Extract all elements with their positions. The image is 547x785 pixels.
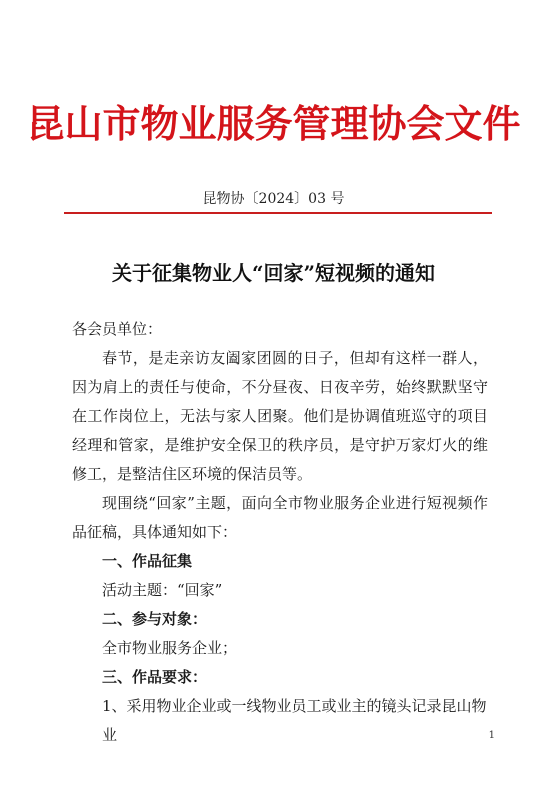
section-text-participants: 全市物业服务企业； [102, 639, 238, 657]
section-heading-requirements: 三、作品要求： [102, 668, 208, 686]
document-number: 昆物协〔2024〕03 号 [202, 191, 345, 207]
salutation: 各会员单位： [72, 320, 163, 338]
requirement-item-1: 1、采用物业企业或一线物业员工或业主的镜头记录昆山物业 [102, 697, 487, 744]
section-heading-collection: 一、作品征集 [102, 552, 193, 570]
paragraph-intro: 春节，是走亲访友阖家团圆的日子，但却有这样一群人，因为肩上的责任与使命，不分昼夜、日夜辛劳，始终默默坚守在工作岗位上，无法与家人团聚。他们是协调值班巡守的项目经理和管家，是维护安全保卫的秩序员，是守护万家灯火的维修工，是整洁住区环境的保洁员等。 [72, 349, 488, 483]
section-text-theme: 活动主题：“回家” [102, 581, 223, 599]
notice-body [72, 315, 488, 750]
org-header-title: 昆山市物业服务管理协会文件 [26, 102, 521, 146]
red-divider-rule [64, 212, 492, 214]
page-number: 1 [488, 730, 495, 741]
section-heading-participants: 二、参与对象： [102, 610, 208, 628]
notice-title: 关于征集物业人“回家”短视频的通知 [111, 261, 435, 285]
paragraph-announcement: 现围绕“回家”主题，面向全市物业服务企业进行短视频作品征稿，具体通知如下： [72, 494, 488, 541]
